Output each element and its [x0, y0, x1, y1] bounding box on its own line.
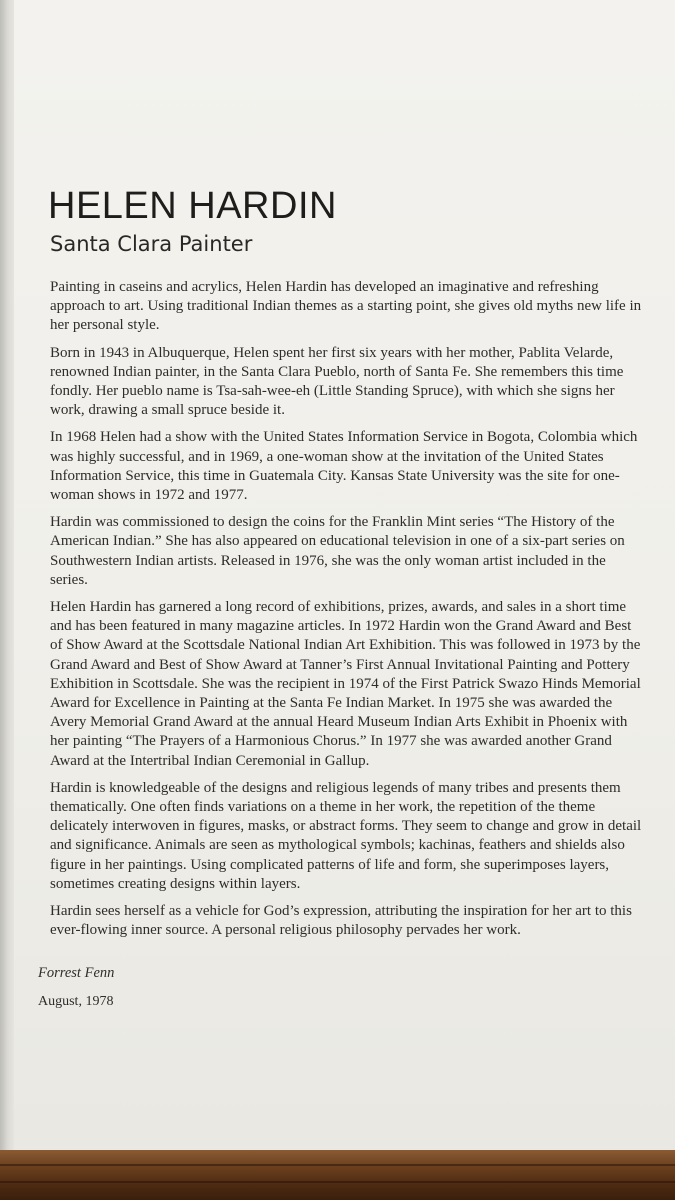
document-title: HELEN HARDIN — [48, 185, 337, 227]
author-signature: Forrest Fenn — [38, 964, 115, 981]
wooden-table — [0, 1150, 675, 1200]
paragraph: Helen Hardin has garnered a long record of exhibitions, prizes, awards, and sales in a short time and has been featured in many magazine articles. In 1972 Hardin won the Grand Award and Best of Show Award at the Scottsdale National Indian Art Exhibition. This was followed in 1973 by the Grand Award and Best of Show Award at Tanner’s First Annual Invitational Painting and Pottery Exhibition in Scottsdale. She was the recipient in 1974 of the First Patrick Swazo Hinds Memorial Award for Excellence in Painting at the Santa Fe Indian Market. In 1975 she was awarded the Avery Memorial Grand Award at the annual Heard Museum Indian Arts Exhibit in Phoenix with her painting “The Prayers of a Harmonious Chorus.” In 1977 she was awarded another Grand Award at the Intertribal Indian Ceremonial in Gallup. — [50, 599, 641, 769]
paragraph: Hardin is knowledgeable of the designs and religious legends of many tribes and presents them thematically. One often finds variations on a theme in her work, the repetition of the theme delicately interwoven in figures, masks, or abstract forms. They seem to change and grow in detail and significance. Animals are seen as mythological symbols; kachinas, feathers and shields also figure in her paintings. Using complicated patterns of life and form, she superimposes layers, sometimes creating designs within layers. — [50, 779, 642, 892]
paragraph: Painting in caseins and acrylics, Helen Hardin has developed an imaginative and refreshing approach to art. Using traditional Indian themes as a starting point, she gives old myths new life in her personal style. — [50, 279, 642, 334]
wood-grain-line — [0, 1164, 675, 1166]
document-subtitle: Santa Clara Painter — [50, 232, 253, 256]
paragraph: Hardin was commissioned to design the coins for the Franklin Mint series “The History of the American Indian.” She has also appeared on educational television in one of a six-part series on Southwestern Indian artists. Released in 1976, she was the only woman artist included in the series. — [50, 514, 625, 588]
paragraph: Hardin sees herself as a vehicle for God’s expression, attributing the inspiration for her art to this ever-flowing inner source. A personal religious philosophy pervades her work. — [50, 903, 632, 939]
wood-grain-line — [0, 1181, 675, 1183]
document-content — [38, 184, 644, 1010]
paragraph: In 1968 Helen had a show with the United States Information Service in Bogota, Colombia which was highly successful, and in 1969, a one-woman show at the invitation of the United States Information Service, this time in Guatemala City. Kansas State University was the site for one-woman shows in 1972 and 1977. — [50, 429, 638, 504]
publication-date: August, 1978 — [38, 993, 114, 1009]
paragraph: Born in 1943 in Albuquerque, Helen spent her first six years with her mother, Pablita Velarde, renowned Indian painter, in the Santa Clara Pueblo, north of Santa Fe. She remembers this time fondly. Her pueblo name is Tsa-sah-wee-eh (Little Standing Spruce), with which she signs her work, drawing a small spruce beside it. — [50, 344, 624, 419]
body-text — [48, 278, 644, 941]
